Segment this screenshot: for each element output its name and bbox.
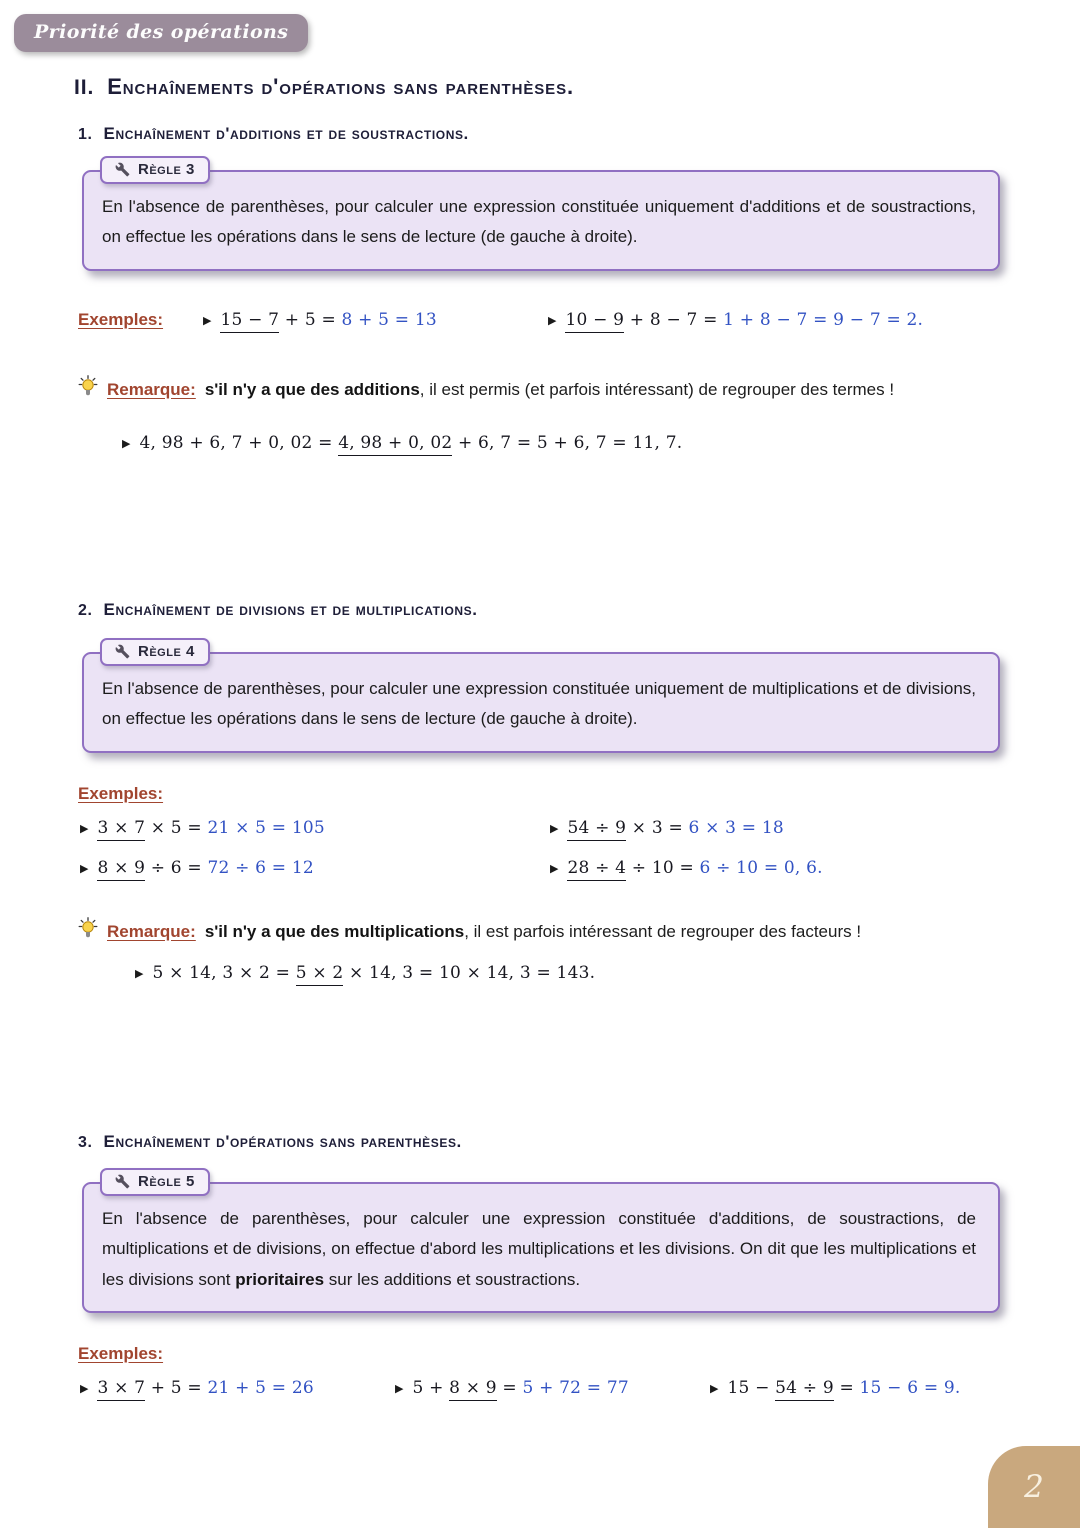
text-segment: En l'absence de parenthèses, pour calculer une expression constituée d'additions, de soustractions, de multiplications et de divisions, on effectue d'abord les multiplications et les divisions. On dit que les multiplications et les divisions sont <box>102 1209 976 1289</box>
rule-5-tab <box>100 1168 210 1196</box>
rule-4-tab <box>100 638 210 666</box>
text-segment: + 5 = <box>279 310 342 330</box>
page-number: 2 <box>1024 1469 1044 1505</box>
text-segment: 5 + <box>412 1378 450 1398</box>
text-segment: En l'absence de parenthèses, pour calculer une expression constituée uniquement d'additions et de soustractions, on effectue les opérations dans le sens de lecture (de gauche à droite). <box>102 197 976 247</box>
text-segment: 4, 98 + 0, 02 <box>338 433 452 456</box>
chapter-badge <box>14 14 308 52</box>
section-heading <box>74 74 574 100</box>
example-1-2 <box>548 310 923 330</box>
text-segment: prioritaires <box>235 1269 325 1289</box>
lightbulb-icon <box>78 917 98 941</box>
chapter-badge-label: Priorité des opérations <box>34 21 289 43</box>
text-segment: 8 × 9 <box>449 1378 497 1401</box>
text-segment: + 8 − 7 = <box>624 310 724 330</box>
text-segment: = <box>833 1378 860 1398</box>
text-segment: 10 − 9 <box>565 310 624 333</box>
text-segment: 3 × 7 <box>97 818 145 841</box>
remark-2-text <box>205 920 861 945</box>
text-segment: 6 ÷ 10 = 0, 6. <box>699 858 823 878</box>
math-expression <box>97 1378 313 1398</box>
math-expression <box>412 1378 628 1398</box>
example-2-2 <box>550 818 784 838</box>
math-expression <box>97 818 324 838</box>
subsection-2-number: 2. <box>78 602 93 619</box>
subsection-2-title: Enchaînement de divisions et de multiplications. <box>103 600 478 619</box>
section-numeral: II. <box>74 76 95 99</box>
text-segment: 5 × 14, 3 × 2 = <box>152 963 296 983</box>
triangle-marker: ▶ <box>135 966 144 980</box>
text-segment: 28 ÷ 4 <box>567 858 626 881</box>
text-segment: s'il n'y a que des multiplications <box>204 922 465 941</box>
wrench-icon <box>115 1174 130 1189</box>
math-expression <box>727 1378 960 1398</box>
text-segment: × 3 = <box>626 818 689 838</box>
example-3-1 <box>80 1378 314 1398</box>
text-segment: , il est parfois intéressant de regrouper des facteurs ! <box>464 922 862 941</box>
text-segment: 3 × 7 <box>97 1378 145 1401</box>
text-segment: 72 ÷ 6 = 12 <box>207 858 314 878</box>
text-segment: 8 × 9 <box>97 858 145 881</box>
math-expression <box>152 963 595 983</box>
example-2-4 <box>550 858 823 878</box>
text-segment: s'il n'y a que des additions <box>204 380 420 399</box>
text-segment: 5 × 2 <box>296 963 344 986</box>
example-3-2 <box>395 1378 629 1398</box>
math-expression <box>565 310 923 330</box>
remark-1 <box>78 378 894 403</box>
triangle-marker: ▶ <box>395 1381 404 1395</box>
subsection-2-heading <box>78 600 478 620</box>
remark-label: Remarque: <box>107 922 196 941</box>
text-segment: 54 ÷ 9 <box>775 1378 834 1401</box>
text-segment: + 6, 7 = 5 + 6, 7 = 11, 7. <box>452 433 683 453</box>
subsection-3-number: 3. <box>78 1134 93 1151</box>
example-1-1 <box>203 310 437 330</box>
text-segment: + 5 = <box>145 1378 208 1398</box>
triangle-marker: ▶ <box>80 861 89 875</box>
text-segment: 6 × 3 = 18 <box>688 818 784 838</box>
rule-3-tab <box>100 156 210 184</box>
text-segment: 54 ÷ 9 <box>567 818 626 841</box>
example-2-1 <box>80 818 325 838</box>
text-segment: × 5 = <box>145 818 208 838</box>
subsection-1-title: Enchaînement d'additions et de soustractions. <box>103 124 469 143</box>
text-segment: 21 + 5 = 26 <box>207 1378 314 1398</box>
triangle-marker: ▶ <box>122 436 131 450</box>
rule-4-body <box>102 674 976 735</box>
wrench-icon <box>115 644 130 659</box>
text-segment: 15 − 7 <box>220 310 279 333</box>
text-segment: En l'absence de parenthèses, pour calculer une expression constituée uniquement de multiplications et de divisions, on effectue les opérations dans le sens de lecture (de gauche à droite). <box>102 679 976 729</box>
rule-5-label: Règle 5 <box>138 1173 195 1190</box>
text-segment: 21 × 5 = 105 <box>207 818 325 838</box>
wrench-icon <box>115 162 130 177</box>
remark-2-example <box>135 963 595 983</box>
rule-5-body <box>102 1204 976 1295</box>
math-expression <box>139 433 682 453</box>
text-segment: sur les additions et soustractions. <box>324 1269 581 1289</box>
triangle-marker: ▶ <box>550 821 559 835</box>
math-expression <box>97 858 313 878</box>
exemples-label-2: Exemples: <box>78 784 164 803</box>
triangle-marker: ▶ <box>548 313 557 327</box>
page-number-badge <box>988 1446 1080 1528</box>
section-title-text: Enchaînements d'opérations sans parenthèses. <box>107 74 574 99</box>
text-segment: ÷ 10 = <box>626 858 700 878</box>
subsection-3-title: Enchaînement d'opérations sans parenthèses. <box>103 1132 462 1151</box>
text-segment: 4, 98 + 6, 7 + 0, 02 = <box>139 433 339 453</box>
exemples-label-1: Exemples: <box>78 310 164 329</box>
rule-3-body <box>102 192 976 253</box>
example-3-3 <box>710 1378 961 1398</box>
subsection-3-heading <box>78 1132 462 1152</box>
text-segment: 8 + 5 = 13 <box>341 310 437 330</box>
triangle-marker: ▶ <box>80 1381 89 1395</box>
rule-box-3 <box>82 161 1000 271</box>
rule-box-5 <box>82 1173 1000 1313</box>
remark-2 <box>78 920 861 945</box>
math-expression <box>567 818 783 838</box>
subsection-1-number: 1. <box>78 126 93 143</box>
example-2-3 <box>80 858 314 878</box>
subsection-1-heading <box>78 124 469 144</box>
rule-4-label: Règle 4 <box>138 643 195 660</box>
text-segment: , il est permis (et parfois intéressant) de regrouper des termes ! <box>419 380 895 399</box>
text-segment: 5 + 72 = 77 <box>522 1378 629 1398</box>
math-expression <box>220 310 436 330</box>
remark-label: Remarque: <box>107 380 196 399</box>
triangle-marker: ▶ <box>80 821 89 835</box>
exemples-label-3: Exemples: <box>78 1344 164 1363</box>
lightbulb-icon <box>78 375 98 399</box>
text-segment: ÷ 6 = <box>145 858 208 878</box>
text-segment: = <box>496 1378 523 1398</box>
rule-3-label: Règle 3 <box>138 161 195 178</box>
text-segment: 1 + 8 − 7 = 9 − 7 = 2. <box>723 310 924 330</box>
triangle-marker: ▶ <box>203 313 212 327</box>
triangle-marker: ▶ <box>710 1381 719 1395</box>
triangle-marker: ▶ <box>550 861 559 875</box>
remark-1-text <box>205 378 894 403</box>
text-segment: × 14, 3 = 10 × 14, 3 = 143. <box>343 963 596 983</box>
remark-1-example <box>122 433 682 453</box>
text-segment: 15 − 6 = 9. <box>859 1378 961 1398</box>
math-expression <box>567 858 822 878</box>
text-segment: 15 − <box>727 1378 776 1398</box>
rule-box-4 <box>82 643 1000 753</box>
